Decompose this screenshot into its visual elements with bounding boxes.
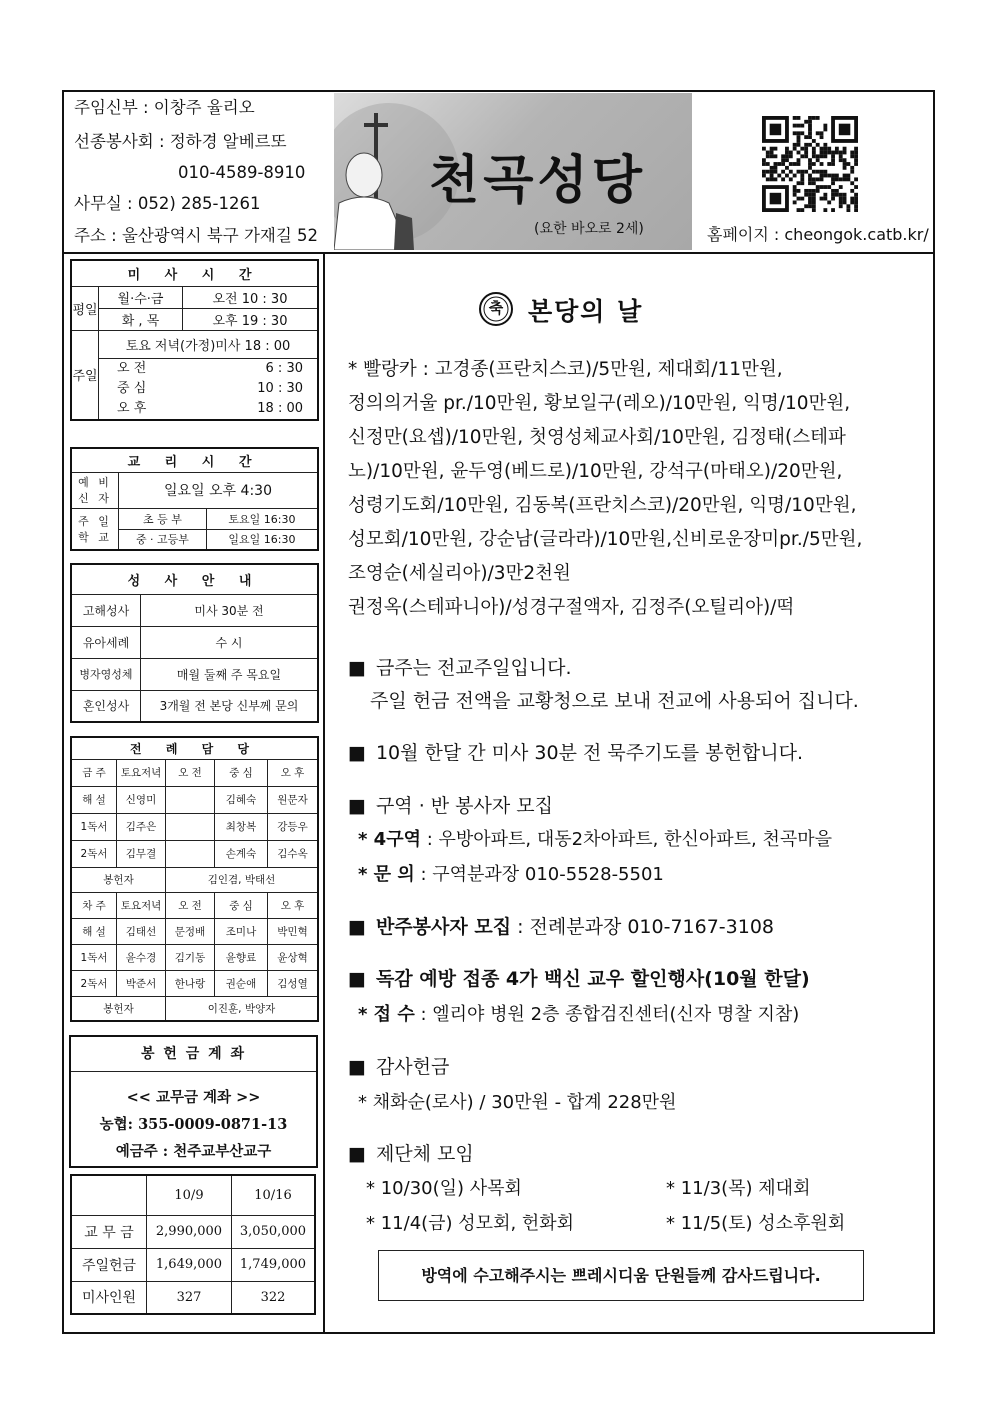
rosary-notice [348,738,803,765]
volunteer-title-text: 구역 · 반 봉사자 모집 [375,795,553,817]
liturgy-cell: 김기동 [166,944,215,970]
sacrament-info: 미사 30분 전 [141,594,319,626]
sacrament-name: 병자영성체 [71,658,141,690]
volunteer-area-label: * 4구역 [358,829,421,850]
liturgy-header: 차 주 [71,892,117,918]
liturgy-header: 오 전 [166,759,215,786]
volunteer-area-text: : 우방아파트, 대동2차아파트, 한신아파트, 천곡마을 [420,829,833,850]
liturgy-cell: 김혜숙 [215,786,268,813]
council-text: 선종봉사회 : 정하경 알베르또 [74,132,287,151]
liturgy-cell: 1독서 [71,944,117,970]
offering-names: 이진훈, 박양자 [166,996,319,1021]
liturgy-cell: 문정배 [166,918,215,944]
weekday-time: 오전 10 : 30 [183,286,319,308]
catechism-table [70,447,319,551]
finance-date: 10/16 [232,1175,316,1215]
weekday-time: 오후 19 : 30 [183,308,319,330]
pastor-text: 주임신부 : 이창주 율리오 [74,98,255,117]
volunteer-contact [358,860,664,886]
office-phone: 사무실 : 052) 285-1261 [74,194,261,213]
weekday-label: 평일 [71,286,99,330]
offering-label: 봉헌자 [71,996,166,1021]
liturgy-cell [166,840,215,867]
flu-title [348,964,810,991]
flu-title-text: 독감 예방 접종 4가 백신 교우 할인행사(10월 한달) [375,968,810,990]
liturgy-cell: 신영미 [117,786,166,813]
liturgy-cell: 2독서 [71,840,117,867]
catechism-title: 교 리 시 간 [71,448,318,472]
flu-info [358,1000,799,1026]
group-meeting: * 11/4(금) 성모회, 헌화회 [366,1213,575,1234]
liturgy-table [70,736,319,1022]
sacrament-info: 매월 둘째 주 목요일 [141,658,319,690]
liturgy-cell: 조미나 [215,918,268,944]
church-patron: (요한 바오로 2세) [534,221,644,237]
sunday-mass-name: 오 후 [117,400,147,416]
organist-contact: : 전례분과장 010-7167-3108 [511,916,775,938]
flu-label: * 접 수 [358,1004,415,1025]
sacraments-title: 성 사 안 내 [71,564,318,594]
finance-date: 10/9 [147,1175,232,1215]
mission-title-text: 금주는 전교주일입니다. [375,657,572,679]
council-phone: 010-4589-8910 [178,163,306,182]
thanks-title [348,1052,449,1079]
flu-body: : 엘리야 병원 2층 종합검진센터(신자 명찰 지참) [414,1004,800,1025]
thanks-body: * 채화순(로사) / 30만원 - 합계 228만원 [358,1092,677,1113]
sacrament-info: 수 시 [141,626,319,658]
liturgy-header: 오 후 [268,759,319,786]
thanks-title-text: 감사헌금 [375,1056,450,1078]
liturgy-cell: 김성열 [268,970,319,996]
sunday-mass-time: 10 : 30 [257,380,303,396]
school-time: 토요일 16:30 [206,508,318,529]
feast-badge-icon [478,291,514,327]
school-time: 일요일 16:30 [206,529,318,550]
finance-table [70,1174,316,1315]
church-banner [334,93,692,250]
feast-badge-text: 축 [488,299,504,317]
liturgy-cell: 손계숙 [215,840,268,867]
liturgy-cell: 김무결 [117,840,166,867]
donation-line: 노)/10만원, 윤두영(베드로)/10만원, 강석구(마태오)/20만원, [348,461,843,482]
liturgy-cell: 김태선 [117,918,166,944]
liturgy-header: 중 심 [215,759,268,786]
offering-names: 김인겸, 박태선 [166,867,319,892]
finance-value: 1,749,000 [232,1248,316,1281]
liturgy-header: 오 전 [166,892,215,918]
donation-line: 정의의거울 pr./10만원, 황보일구(레오)/10만원, 익명/10만원, [348,393,851,414]
liturgy-cell: 1독서 [71,813,117,840]
sunday-mass-name: 오 전 [117,360,147,376]
liturgy-header: 중 심 [215,892,268,918]
finance-value: 322 [232,1281,316,1314]
liturgy-header: 토요저녁 [117,759,166,786]
feast-title: 본당의 날 [528,297,644,326]
liturgy-header: 금 주 [71,759,117,786]
saturday-mass: 토요 저녁(가정)미사 18 : 00 [99,330,319,358]
group-meeting: * 11/3(목) 제대회 [666,1178,811,1199]
finance-label: 주일헌금 [71,1248,147,1281]
header-divider [62,252,935,254]
weekday-days: 화 , 목 [99,308,183,330]
sacrament-info: 3개월 전 본당 신부께 문의 [141,690,319,722]
catechumen-time: 일요일 오후 4:30 [119,472,319,508]
account-heading: << 교무금 계좌 >> [126,1089,261,1106]
rosary-text: 10월 한달 간 미사 30분 전 묵주기도를 봉헌합니다. [375,742,803,764]
volunteer-area [358,825,832,851]
liturgy-header: 오 후 [268,892,319,918]
liturgy-cell: 박민혁 [268,918,319,944]
sunday-label: 주일 [71,330,99,420]
sacrament-name: 유아세례 [71,626,141,658]
donation-line: 신정만(요셉)/10만원, 첫영성체교사회/10만원, 김정태(스테파 [348,427,846,448]
group-meeting: * 10/30(일) 사목회 [366,1178,522,1199]
weekday-days: 월·수·금 [99,286,183,308]
account-number: 농협: 355-0009-0871-13 [99,1116,288,1133]
liturgy-cell [166,813,215,840]
liturgy-cell: 김주은 [117,813,166,840]
finance-corner [71,1175,147,1215]
sunday-mass-time: 18 : 00 [257,400,303,416]
sacrament-name: 고해성사 [71,594,141,626]
group-meeting: * 11/5(토) 성소후원회 [666,1213,846,1234]
organist-title: 반주봉사자 모집 [375,916,512,938]
liturgy-cell: 한나랑 [166,970,215,996]
sunday-school-label: 주 일 학 교 [71,508,119,550]
sacrament-name: 혼인성사 [71,690,141,722]
liturgy-cell: 강등우 [268,813,319,840]
account-box [69,1035,318,1168]
school-group: 중 · 고등부 [119,529,207,550]
liturgy-cell: 김수옥 [268,840,319,867]
liturgy-cell: 윤향료 [215,944,268,970]
account-title: 봉 헌 금 계 좌 [71,1037,316,1072]
liturgy-cell: 해 설 [71,786,117,813]
liturgy-cell: 박준서 [117,970,166,996]
liturgy-cell: 해 설 [71,918,117,944]
liturgy-cell: 2독서 [71,970,117,996]
mass-times-title: 미 사 시 간 [71,260,318,286]
catechumen-label: 예 비 신 자 [71,472,119,508]
organist-recruit [348,912,774,939]
liturgy-cell: 권순애 [215,970,268,996]
donation-line: 조영순(세실리아)/3만2천원 [348,563,571,584]
volunteer-contact-label: * 문 의 [358,864,415,885]
sunday-mass-list [99,358,319,420]
address-text: 주소 : 울산광역시 북구 가재길 52 [74,226,319,245]
mass-times-table [70,259,319,421]
groups-title-text: 제단체 모임 [375,1143,474,1165]
account-holder: 예금주 : 천주교부산교구 [115,1143,272,1160]
mission-body: 주일 헌금 전액을 교황청으로 보내 전교에 사용되어 집니다. [370,690,859,712]
sacraments-table [70,563,319,723]
sunday-mass-name: 중 심 [117,380,147,396]
finance-value: 3,050,000 [232,1215,316,1248]
liturgy-cell: 최창복 [215,813,268,840]
homepage-link[interactable]: 홈페이지 : cheongok.catb.kr/ [707,225,929,244]
school-group: 초 등 부 [119,508,207,529]
finance-label: 교 무 금 [71,1215,147,1248]
finance-label: 미사인원 [71,1281,147,1314]
offering-label: 봉헌자 [71,867,166,892]
liturgy-cell: 윤상혁 [268,944,319,970]
finance-value: 2,990,000 [147,1215,232,1248]
donation-line: * 빨랑카 : 고경종(프란치스코)/5만원, 제대회/11만원, [348,359,783,380]
liturgy-cell: 윤수경 [117,944,166,970]
thanks-notice-box: 방역에 수고해주시는 쁘레시디움 단원들께 감사드립니다. [378,1250,864,1301]
finance-value: 327 [147,1281,232,1314]
donation-line: 성령기도회/10만원, 김동복(프란치스코)/20만원, 익명/10만원, [348,495,857,516]
volunteer-contact-text: : 구역분과장 010-5528-5501 [414,864,664,885]
image-caption: 요한 바오로 2세 [338,235,395,244]
liturgy-header: 토요저녁 [117,892,166,918]
liturgy-cell [166,786,215,813]
groups-title [348,1139,474,1166]
donation-line: 권정옥(스테파니아)/성경구절액자, 김정주(오틸리아)/떡 [348,597,795,618]
donation-line: 성모회/10만원, 강순남(글라라)/10만원,신비로운장미pr./5만원, [348,529,863,550]
church-name: 천곡성당 [429,150,646,211]
liturgy-cell: 원문자 [268,786,319,813]
finance-value: 1,649,000 [147,1248,232,1281]
qr-code-icon[interactable] [762,116,858,212]
mission-title [348,653,572,680]
column-divider [323,252,325,1334]
sunday-mass-time: 6 : 30 [265,360,303,376]
liturgy-title: 전 례 담 당 [71,737,318,759]
volunteer-title [348,791,553,818]
